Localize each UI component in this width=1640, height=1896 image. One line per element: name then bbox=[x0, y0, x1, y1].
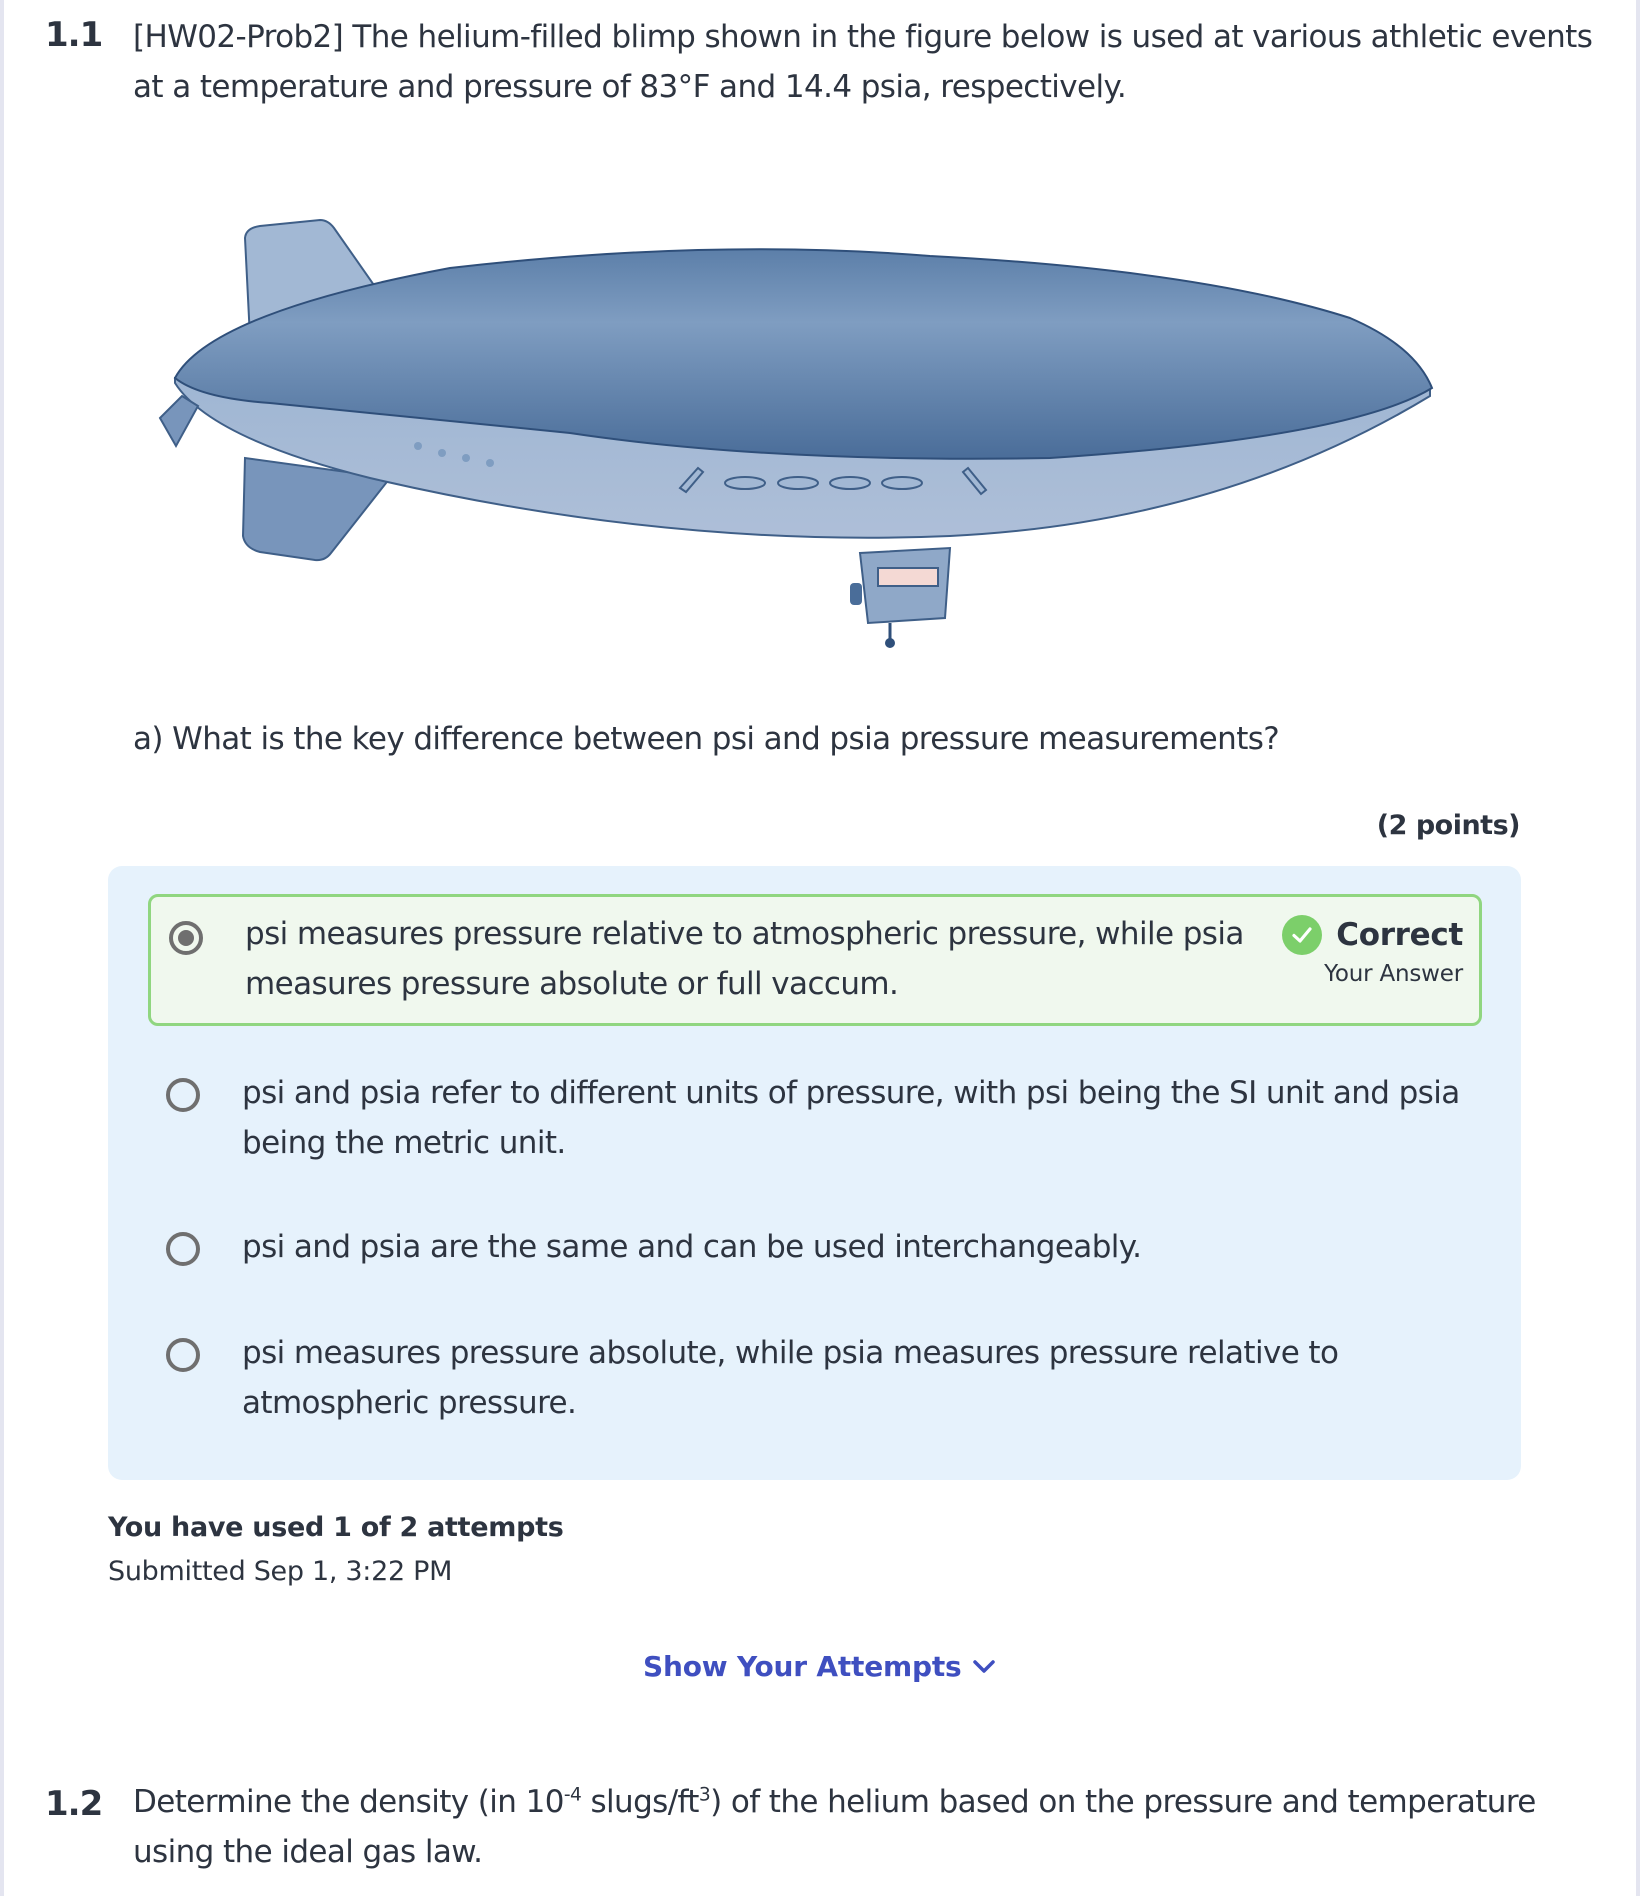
radio-unselected-icon[interactable] bbox=[166, 1232, 200, 1266]
option-text-line: psi and psia refer to different units of pressure, with psi being the SI unit and psia bbox=[242, 1075, 1460, 1111]
option-text-line: psi measures pressure absolute, while psia measures pressure relative to bbox=[242, 1335, 1339, 1371]
question-text-line: [HW02-Prob2] The helium-filled blimp shown in the figure below is used at various athletic events bbox=[133, 19, 1593, 55]
right-border bbox=[1636, 0, 1640, 1896]
question-text bbox=[133, 1777, 1593, 1877]
option-text bbox=[245, 909, 1244, 1009]
option-text bbox=[242, 1328, 1338, 1428]
correct-label: Correct bbox=[1336, 917, 1463, 953]
answer-status bbox=[1282, 915, 1463, 987]
text-segment: Determine the density (in 10 bbox=[133, 1784, 564, 1820]
question-text-line: at a temperature and pressure of 83°F and 14.4 psia, respectively. bbox=[133, 69, 1127, 105]
option-text bbox=[242, 1222, 1141, 1272]
answer-option-4[interactable] bbox=[148, 1302, 1482, 1421]
question-text-line bbox=[133, 1777, 1593, 1827]
check-circle-icon bbox=[1282, 915, 1322, 955]
option-text-line: psi and psia are the same and can be used interchangeably. bbox=[242, 1229, 1142, 1265]
answer-options-panel bbox=[108, 866, 1521, 1480]
points-label: (2 points) bbox=[1376, 810, 1520, 841]
text-segment: ) of the helium based on the pressure and temperature bbox=[710, 1784, 1536, 1820]
option-text-line: being the metric unit. bbox=[242, 1125, 566, 1161]
answer-option-2[interactable] bbox=[148, 1038, 1482, 1161]
left-border bbox=[0, 0, 4, 1896]
answer-option-3[interactable] bbox=[148, 1196, 1482, 1265]
option-text-line: measures pressure absolute or full vaccum. bbox=[245, 966, 899, 1002]
question-text-line: using the ideal gas law. bbox=[133, 1834, 483, 1870]
question-text bbox=[133, 12, 1593, 112]
question-number: 1.2 bbox=[45, 1784, 103, 1824]
radio-selected-icon[interactable] bbox=[169, 921, 203, 955]
answer-option-1[interactable] bbox=[148, 894, 1482, 1026]
your-answer-label: Your Answer bbox=[1324, 961, 1463, 987]
option-text-line: psi measures pressure relative to atmospheric pressure, while psia bbox=[245, 916, 1244, 952]
exponent: 3 bbox=[698, 1784, 711, 1806]
radio-unselected-icon[interactable] bbox=[166, 1078, 200, 1112]
option-text-line: atmospheric pressure. bbox=[242, 1385, 577, 1421]
blimp-figure bbox=[150, 218, 1440, 658]
text-segment: slugs/ft bbox=[581, 1784, 699, 1820]
show-attempts-button[interactable] bbox=[643, 1650, 995, 1683]
option-text bbox=[242, 1068, 1460, 1168]
submitted-timestamp: Submitted Sep 1, 3:22 PM bbox=[108, 1556, 453, 1587]
attempts-used: You have used 1 of 2 attempts bbox=[108, 1512, 564, 1543]
exponent: -4 bbox=[563, 1784, 582, 1806]
chevron-down-icon bbox=[973, 1660, 995, 1674]
question-number: 1.1 bbox=[45, 15, 103, 55]
show-attempts-label: Show Your Attempts bbox=[643, 1650, 962, 1683]
subquestion-text: a) What is the key difference between psi and psia pressure measurements? bbox=[133, 721, 1280, 757]
radio-unselected-icon[interactable] bbox=[166, 1338, 200, 1372]
